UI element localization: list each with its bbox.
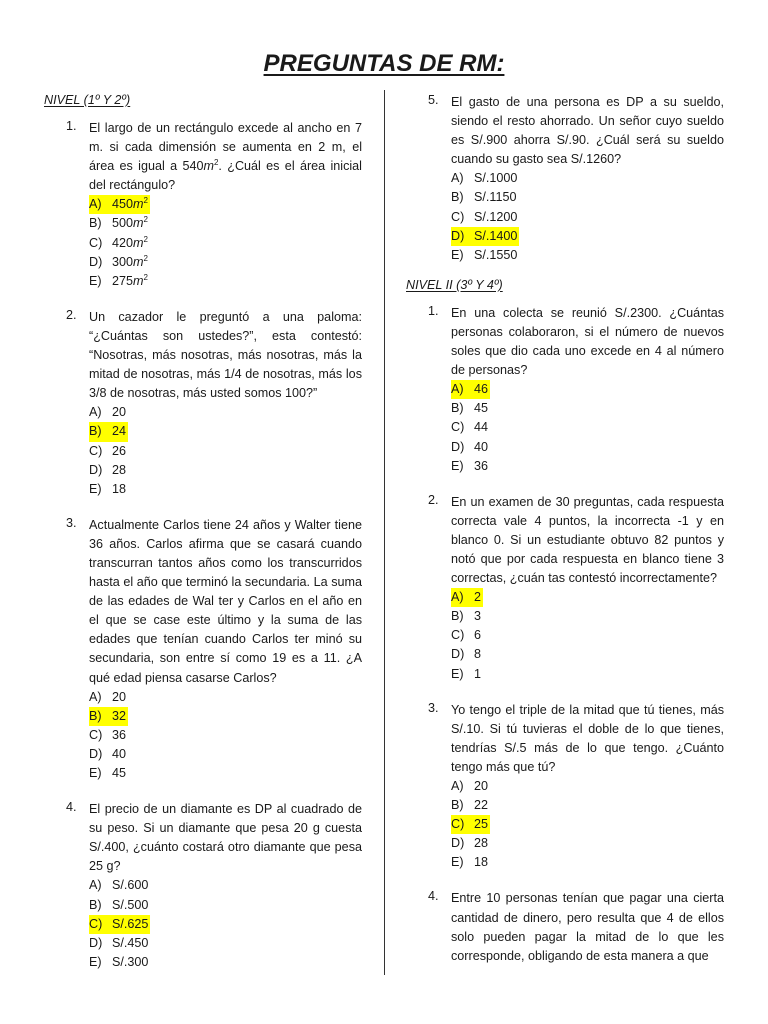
- option-letter: C): [451, 817, 465, 832]
- answer-option-content: [451, 815, 490, 834]
- option-value: S/.300: [112, 954, 149, 969]
- answer-option: [89, 896, 362, 915]
- option-value: 40: [474, 439, 489, 454]
- option-letter: E): [89, 481, 102, 496]
- option-value: 1: [474, 666, 482, 681]
- answer-option-content: [89, 915, 150, 934]
- question: [406, 93, 724, 265]
- left-question-list: [44, 119, 362, 972]
- question-number: 5.: [428, 93, 439, 107]
- answer-option-content: [89, 953, 150, 972]
- option-value: 20: [474, 779, 489, 793]
- answer-option-content: [89, 745, 128, 764]
- answer-option: [89, 480, 362, 499]
- answer-option-content: [451, 438, 490, 457]
- answer-option: [451, 853, 724, 872]
- option-value: S/.500: [112, 897, 149, 912]
- option-value: 6: [474, 628, 482, 643]
- answer-option-content: [89, 214, 150, 233]
- left-column: [44, 93, 362, 972]
- question-text: El largo de un rectángulo excede al ancho en 7 m. si cada dimensión se aumenta en 2 m, el área es igual a $540m^2$. ¿Cuál es el área inicial del rectángulo?: [89, 121, 362, 193]
- answer-option-correct: [89, 195, 362, 214]
- option-letter: E): [451, 458, 464, 473]
- answer-options: [89, 688, 362, 783]
- question: [406, 889, 724, 965]
- question-number: 1.: [66, 119, 77, 133]
- answer-option-correct: [451, 227, 724, 246]
- option-letter: D): [89, 254, 103, 269]
- answer-option: [89, 953, 362, 972]
- answer-option: [89, 272, 362, 291]
- option-letter: C): [451, 420, 465, 435]
- answer-option-content: [451, 853, 490, 872]
- question-number: 2.: [66, 307, 77, 322]
- answer-option-content: [89, 764, 128, 783]
- answer-option: [451, 438, 724, 457]
- answer-option-content: [89, 896, 150, 915]
- level-heading-2: NIVEL II (3º Y 4º): [406, 277, 503, 292]
- answer-option-content: [451, 645, 483, 664]
- question: [44, 119, 362, 291]
- question: [406, 701, 724, 873]
- answer-option-content: [89, 726, 128, 745]
- option-letter: A): [89, 405, 102, 420]
- answer-option-content: [451, 796, 490, 815]
- option-value: $500m^2$: [112, 215, 148, 231]
- option-value: $275m^2$: [112, 272, 148, 288]
- answer-option: [451, 777, 724, 796]
- answer-option: [89, 461, 362, 480]
- answer-option-content: [451, 227, 519, 246]
- question-text: Actualmente Carlos tiene 24 años y Walter tiene 36 años. Carlos afirma que se casará cuando transcurran tantos años como los transcurridos hasta el año que terminó la secundaria. La suma de las edades de Wal ter y Carlos en el año en el que se case este último y la suma de las edades que tenían cuando Carlos ter minó su secundaria, son entre sí como 19 es a 11. ¿A qué edad piensa casarse Carlos?: [89, 517, 362, 685]
- answer-option-content: [89, 480, 128, 499]
- option-value: 8: [474, 647, 482, 662]
- option-value: 3: [474, 609, 482, 624]
- question: [44, 516, 362, 783]
- option-letter: C): [89, 727, 103, 742]
- answer-option-correct: [451, 588, 724, 607]
- option-value: S/.1400: [474, 228, 518, 243]
- option-value: S/.1200: [474, 209, 518, 224]
- question-text: El precio de un diamante es DP al cuadrado de su peso. Si un diamante que pesa 20 g cuesta S/.400, ¿cuánto costará otro diamante que pesa 25 g?: [89, 802, 362, 874]
- option-value: S/.600: [112, 878, 149, 893]
- option-value: S/.1550: [474, 247, 518, 262]
- option-letter: D): [451, 836, 465, 851]
- answer-option-content: [451, 457, 490, 476]
- answer-option: [89, 876, 362, 895]
- answer-option-content: [451, 380, 490, 399]
- option-letter: C): [89, 916, 103, 931]
- option-letter: A): [89, 197, 102, 212]
- answer-option-correct: [451, 380, 724, 399]
- question-number: 3.: [66, 515, 77, 530]
- right-top-question-list: [406, 93, 724, 265]
- question-number: 1.: [428, 303, 439, 318]
- option-letter: B): [89, 897, 102, 912]
- answer-option-content: [451, 665, 483, 684]
- answer-option: [451, 665, 724, 684]
- option-letter: D): [89, 935, 103, 950]
- answer-option-content: [89, 195, 150, 214]
- option-value: 36: [474, 458, 489, 473]
- option-letter: D): [89, 462, 103, 477]
- answer-option-content: [451, 777, 490, 796]
- answer-option: [451, 208, 724, 227]
- answer-option: [451, 645, 724, 664]
- option-letter: C): [451, 628, 465, 643]
- answer-option-content: [89, 461, 128, 480]
- column-divider: [384, 90, 385, 975]
- question-text: En una colecta se reunió S/.2300. ¿Cuántas personas colaboraron, si el número de nuevos soles que dio cada uno excede en 4 al número de personas?: [451, 305, 724, 378]
- option-letter: C): [89, 443, 103, 458]
- option-letter: A): [89, 689, 102, 704]
- option-letter: A): [451, 171, 464, 186]
- option-letter: C): [451, 209, 465, 224]
- answer-option: [451, 399, 724, 418]
- answer-option-correct: [451, 815, 724, 834]
- answer-option: [89, 214, 362, 233]
- question: [44, 308, 362, 499]
- answer-option-content: [89, 442, 128, 461]
- answer-option-content: [89, 707, 128, 726]
- option-letter: B): [451, 401, 464, 416]
- option-value: 28: [474, 836, 489, 851]
- answer-options: [451, 380, 724, 475]
- answer-options: [89, 195, 362, 290]
- answer-option: [89, 253, 362, 272]
- answer-options: [451, 169, 724, 264]
- answer-option-content: [89, 688, 128, 707]
- option-letter: E): [89, 766, 102, 780]
- answer-option: [451, 246, 724, 265]
- question: [44, 800, 362, 972]
- question: [406, 304, 724, 476]
- question-text: Yo tengo el triple de la mitad que tú tienes, más S/.10. Si tú tuvieras el doble de lo que tienes, tendrías S/.5 más de lo que tengo. ¿Cuánto tengo más que tú?: [451, 702, 724, 774]
- answer-option-content: [451, 399, 490, 418]
- answer-option-content: [89, 272, 150, 291]
- answer-option: [451, 796, 724, 815]
- option-value: 26: [112, 443, 127, 458]
- answer-option-content: [451, 588, 483, 607]
- option-letter: D): [451, 647, 465, 662]
- option-value: S/.450: [112, 935, 149, 950]
- option-letter: D): [89, 746, 103, 761]
- answer-option-content: [451, 169, 519, 188]
- answer-option-content: [89, 934, 150, 953]
- answer-option-correct: [89, 707, 362, 726]
- option-letter: E): [89, 273, 102, 288]
- level-heading-1: NIVEL (1º Y 2º): [44, 93, 131, 107]
- answer-option: [89, 688, 362, 707]
- option-value: 20: [112, 405, 127, 420]
- option-value: $420m^2$: [112, 234, 148, 250]
- answer-option: [451, 457, 724, 476]
- answer-option-content: [89, 234, 150, 253]
- answer-option: [451, 188, 724, 207]
- option-value: $450m^2$: [112, 196, 148, 212]
- page-title: PREGUNTAS DE RM:: [263, 50, 505, 77]
- option-letter: B): [89, 708, 102, 723]
- option-letter: B): [89, 216, 102, 231]
- right-question-list: [406, 304, 724, 966]
- option-value: 24: [112, 424, 127, 439]
- option-letter: E): [451, 666, 464, 681]
- answer-option-content: [89, 253, 150, 272]
- option-letter: B): [451, 798, 464, 813]
- option-value: 18: [112, 481, 127, 496]
- question-number: 4.: [66, 800, 77, 815]
- option-value: 22: [474, 798, 489, 813]
- answer-option: [451, 418, 724, 437]
- answer-option: [89, 403, 362, 422]
- answer-option-content: [451, 188, 518, 207]
- right-column: [406, 93, 724, 966]
- option-letter: C): [89, 235, 103, 250]
- question-number: 3.: [428, 700, 439, 715]
- question-number: 2.: [428, 492, 439, 507]
- answer-option-content: [89, 422, 128, 441]
- question: [406, 493, 724, 684]
- option-value: 28: [112, 462, 127, 477]
- option-letter: B): [451, 190, 464, 205]
- option-letter: B): [89, 424, 102, 439]
- option-value: 46: [474, 382, 489, 397]
- answer-option-correct: [89, 422, 362, 441]
- answer-option: [89, 442, 362, 461]
- option-letter: A): [451, 590, 464, 605]
- option-value: S/.625: [112, 916, 149, 931]
- answer-option: [89, 934, 362, 953]
- answer-option: [89, 764, 362, 783]
- option-letter: B): [451, 609, 464, 624]
- question-text: En un examen de 30 preguntas, cada respuesta correcta vale 4 puntos, la incorrecta -1 y en blanco 0. Si un estudiante obtuvo 82 puntos y notó que por cada respuesta en blanco tiene 3 correctas, ¿cuán tas contestó incorrectamente?: [451, 494, 724, 586]
- answer-option-content: [451, 208, 519, 227]
- answer-options: [451, 588, 724, 683]
- option-value: 25: [474, 817, 489, 832]
- option-value: 20: [112, 689, 127, 704]
- answer-option-content: [89, 876, 150, 895]
- answer-option-content: [451, 418, 490, 437]
- option-letter: A): [451, 382, 464, 397]
- answer-option-content: [451, 626, 483, 645]
- option-value: 45: [112, 766, 127, 780]
- option-value: 45: [474, 401, 489, 416]
- question-text: El gasto de una persona es DP a su sueldo, siendo el resto ahorrado. Un señor cuyo sueldo es S/.900 ahorra S/.90. ¿Cuál será su sueldo cuando su gasto sea S/.1260?: [451, 95, 724, 167]
- option-value: 32: [112, 708, 127, 723]
- answer-option-content: [451, 246, 519, 265]
- question-text: Un cazador le preguntó a una paloma: “¿Cuántas son ustedes?”, esta contestó: “Nosotras, más nosotras, más nosotras, más la mitad de nosotras, más 1/4 de nosotras, más los 3/8 de nosotras, más usted somos 100?”: [89, 309, 362, 401]
- answer-option: [89, 745, 362, 764]
- option-letter: E): [451, 855, 464, 870]
- answer-option: [89, 726, 362, 745]
- option-value: S/.1000: [474, 171, 518, 186]
- option-letter: E): [89, 954, 102, 969]
- option-value: 40: [112, 746, 127, 761]
- answer-option: [451, 607, 724, 626]
- option-letter: A): [451, 779, 464, 793]
- answer-option: [451, 834, 724, 853]
- answer-option: [451, 169, 724, 188]
- option-value: 44: [474, 420, 489, 435]
- answer-options: [89, 403, 362, 498]
- option-value: 18: [474, 855, 489, 870]
- answer-option-content: [451, 834, 490, 853]
- answer-option: [89, 234, 362, 253]
- option-letter: E): [451, 247, 464, 262]
- question-number: 4.: [428, 889, 439, 904]
- option-value: 2: [474, 590, 482, 605]
- option-letter: A): [89, 878, 102, 893]
- answer-option-correct: [89, 915, 362, 934]
- option-value: S/.1150: [474, 190, 517, 205]
- option-value: 36: [112, 727, 127, 742]
- option-letter: D): [451, 228, 465, 243]
- answer-options: [451, 777, 724, 872]
- answer-option-content: [89, 403, 128, 422]
- answer-options: [89, 876, 362, 971]
- option-letter: D): [451, 439, 465, 454]
- answer-option: [451, 626, 724, 645]
- answer-option-content: [451, 607, 483, 626]
- question-text: Entre 10 personas tenían que pagar una cierta cantidad de dinero, pero resulta que 4 de ellos solo pueden pagar la mitad de lo que les corresponde, obligando de esta manera a que: [451, 891, 724, 963]
- option-value: $300m^2$: [112, 253, 148, 269]
